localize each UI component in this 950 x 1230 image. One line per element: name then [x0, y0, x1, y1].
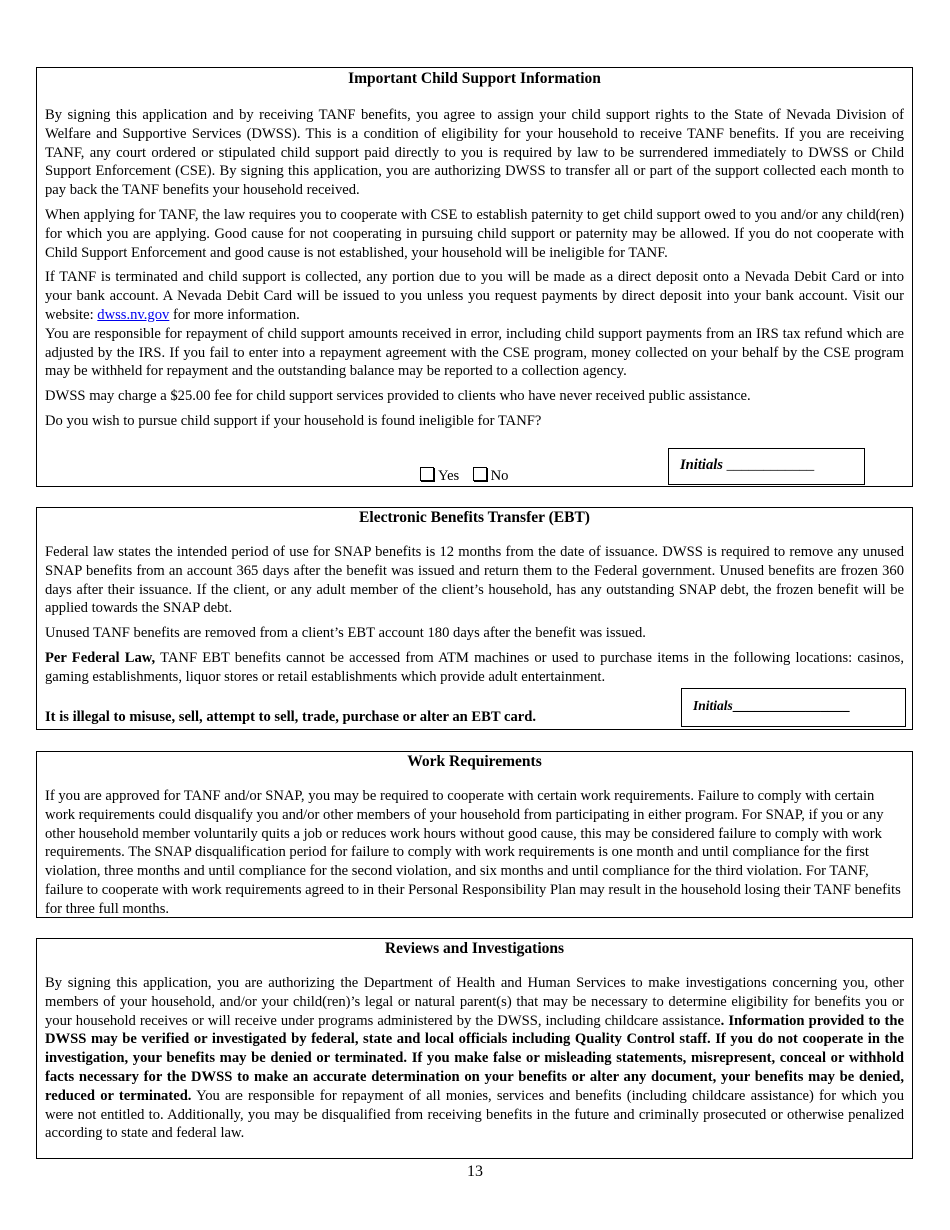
ebt-paragraph-3	[45, 649, 904, 687]
child-support-paragraph-4: You are responsible for repayment of child support amounts received in error, including child support payments from an IRS tax refund which are adjusted by the IRS. If you fail to enter into a repayment agreement with the CSE program, money collected on your behalf by the CSE program may be withheld for repayment and the outstanding balance may be reported to a collection agency.	[45, 325, 904, 380]
child-support-paragraph-1: By signing this application and by receiving TANF benefits, you agree to assign your child support rights to the State of Nevada Division of Welfare and Supportive Services (DWSS). This is a condition of eligibility for your household to receive TANF benefits. If you are receiving TANF, any court ordered or stipulated child support paid directly to you is required by law to be surrendered immediately to DWSS or Child Support Enforcement (CSE). By signing this application, you are authorizing DWSS to transfer all or part of the support collected each month to pay back the TANF benefits your household received.	[45, 107, 904, 199]
work-requirements-section	[36, 751, 913, 918]
ebt-initials-line: ________________	[732, 698, 850, 714]
ebt-initials-label: Initials	[693, 698, 733, 713]
reviews-body-bold: . Information provided to the DWSS may be verified or investigated by federal, state and local officials including Quality Control staff. If you do not cooperate in the investigation, your benefits may be denied or terminated. If you make false or misleading statements, misrepresent, conceal or withhold facts necessary for the DWSS to make an accurate determination on your benefits or alter any document, your benefits may be denied, reduced or terminated.	[45, 1012, 904, 1104]
yes-checkbox[interactable]	[420, 467, 434, 481]
reviews-body-end: You are responsible for repayment of all monies, services and benefits (including childcare assistance) for which you were not entitled to. Additionally, you may be disqualified from receiving benefits in the future and criminally prosecuted or otherwise penalized according to state and federal law.	[45, 1087, 905, 1142]
ebt-title: Electronic Benefits Transfer (EBT)	[359, 509, 590, 526]
work-requirements-body: If you are approved for TANF and/or SNAP, you may be required to cooperate with certain work requirements. Failure to comply with certain work requirements could disqualify you and/or other members of your household from participating in either program. For SNAP, if you or any other household member voluntarily quits a job or reduces work hours without good cause, this may be considered failure to comply with work requirements. The SNAP disqualification period for failure to comply with work requirements is one month and until compliance for the first violation, three months and until compliance for the second violation, and six months and until compliance for the third violation. For TANF, failure to cooperate with work requirements agreed to in their Personal Responsibility Plan may result in the household losing their TANF benefits for three full months.	[45, 788, 901, 917]
child-support-section	[36, 67, 913, 487]
child-support-title: Important Child Support Information	[348, 70, 601, 87]
child-support-choice-row	[420, 467, 508, 485]
ebt-initials-box[interactable]	[681, 688, 906, 727]
child-support-paragraph-3	[45, 268, 904, 324]
no-checkbox[interactable]	[473, 467, 487, 481]
reviews-section	[36, 938, 913, 1159]
child-support-paragraph-2: When applying for TANF, the law requires you to cooperate with CSE to establish paternity to get child support owed to you and/or any child(ren) for which you are applying. Good cause for not cooperating in pursuing child support or paternity may be allowed. If you do not cooperate with Child Support Enforcement and good cause is not established, your household will be ineligible for TANF.	[45, 206, 904, 261]
child-support-paragraph-3-end: for more information.	[169, 306, 300, 323]
ebt-paragraph-1: Federal law states the intended period of use for SNAP benefits is 12 months from the date of issuance. DWSS is required to remove any unused SNAP benefits from an account 365 days after the benefit was issued and return them to the Federal government. Unused benefits are frozen 360 days after their issuance. If the client, or any adult member of the client’s household, has any outstanding SNAP debt, the frozen benefit will be applied towards the SNAP debt.	[45, 544, 904, 617]
ebt-federal-law-label: Per Federal Law,	[45, 649, 156, 666]
child-support-question: Do you wish to pursue child support if your household is found ineligible for TANF?	[45, 412, 542, 429]
ebt-warning: It is illegal to misuse, sell, attempt to sell, trade, purchase or alter an EBT card.	[45, 709, 537, 725]
work-requirements-title: Work Requirements	[407, 753, 542, 770]
child-support-initials-box[interactable]	[668, 448, 865, 485]
reviews-body	[45, 974, 904, 1143]
no-label: No	[490, 468, 509, 484]
ebt-paragraph-2: Unused TANF benefits are removed from a client’s EBT account 180 days after the benefit was issued.	[45, 625, 646, 642]
yes-label: Yes	[438, 468, 460, 484]
dwss-website-link[interactable]: dwss.nv.gov	[97, 306, 170, 323]
child-support-paragraph-5: DWSS may charge a $25.00 fee for child support services provided to clients who have never received public assistance.	[45, 388, 751, 405]
child-support-paragraph-3-text: If TANF is terminated and child support is collected, any portion due to you will be made as a direct deposit onto a Nevada Debit Card or into your bank account. A Nevada Debit Card will be issued to you unless you request payments by direct deposit into your bank account. Visit our website:	[45, 269, 904, 323]
child-support-initials-label: Initials	[680, 457, 723, 473]
page-number: 13	[467, 1163, 483, 1180]
ebt-section	[36, 507, 913, 730]
ebt-paragraph-3-text: TANF EBT benefits cannot be accessed from ATM machines or used to purchase items in the following locations: casinos, gaming establishments, liquor stores or retail establishments which provide adult entertainment.	[45, 649, 904, 685]
reviews-body-start: By signing this application, you are authorizing the Department of Health and Human Services to make investigations concerning you, other members of your household, and/or your child(ren)’s legal or natural parent(s) that may be necessary to determine eligibility for benefits you or your household receives or will receive under programs administered by the DWSS, including childcare assistance	[45, 975, 904, 1029]
reviews-title: Reviews and Investigations	[384, 940, 565, 957]
child-support-initials-line: ____________	[726, 457, 815, 473]
